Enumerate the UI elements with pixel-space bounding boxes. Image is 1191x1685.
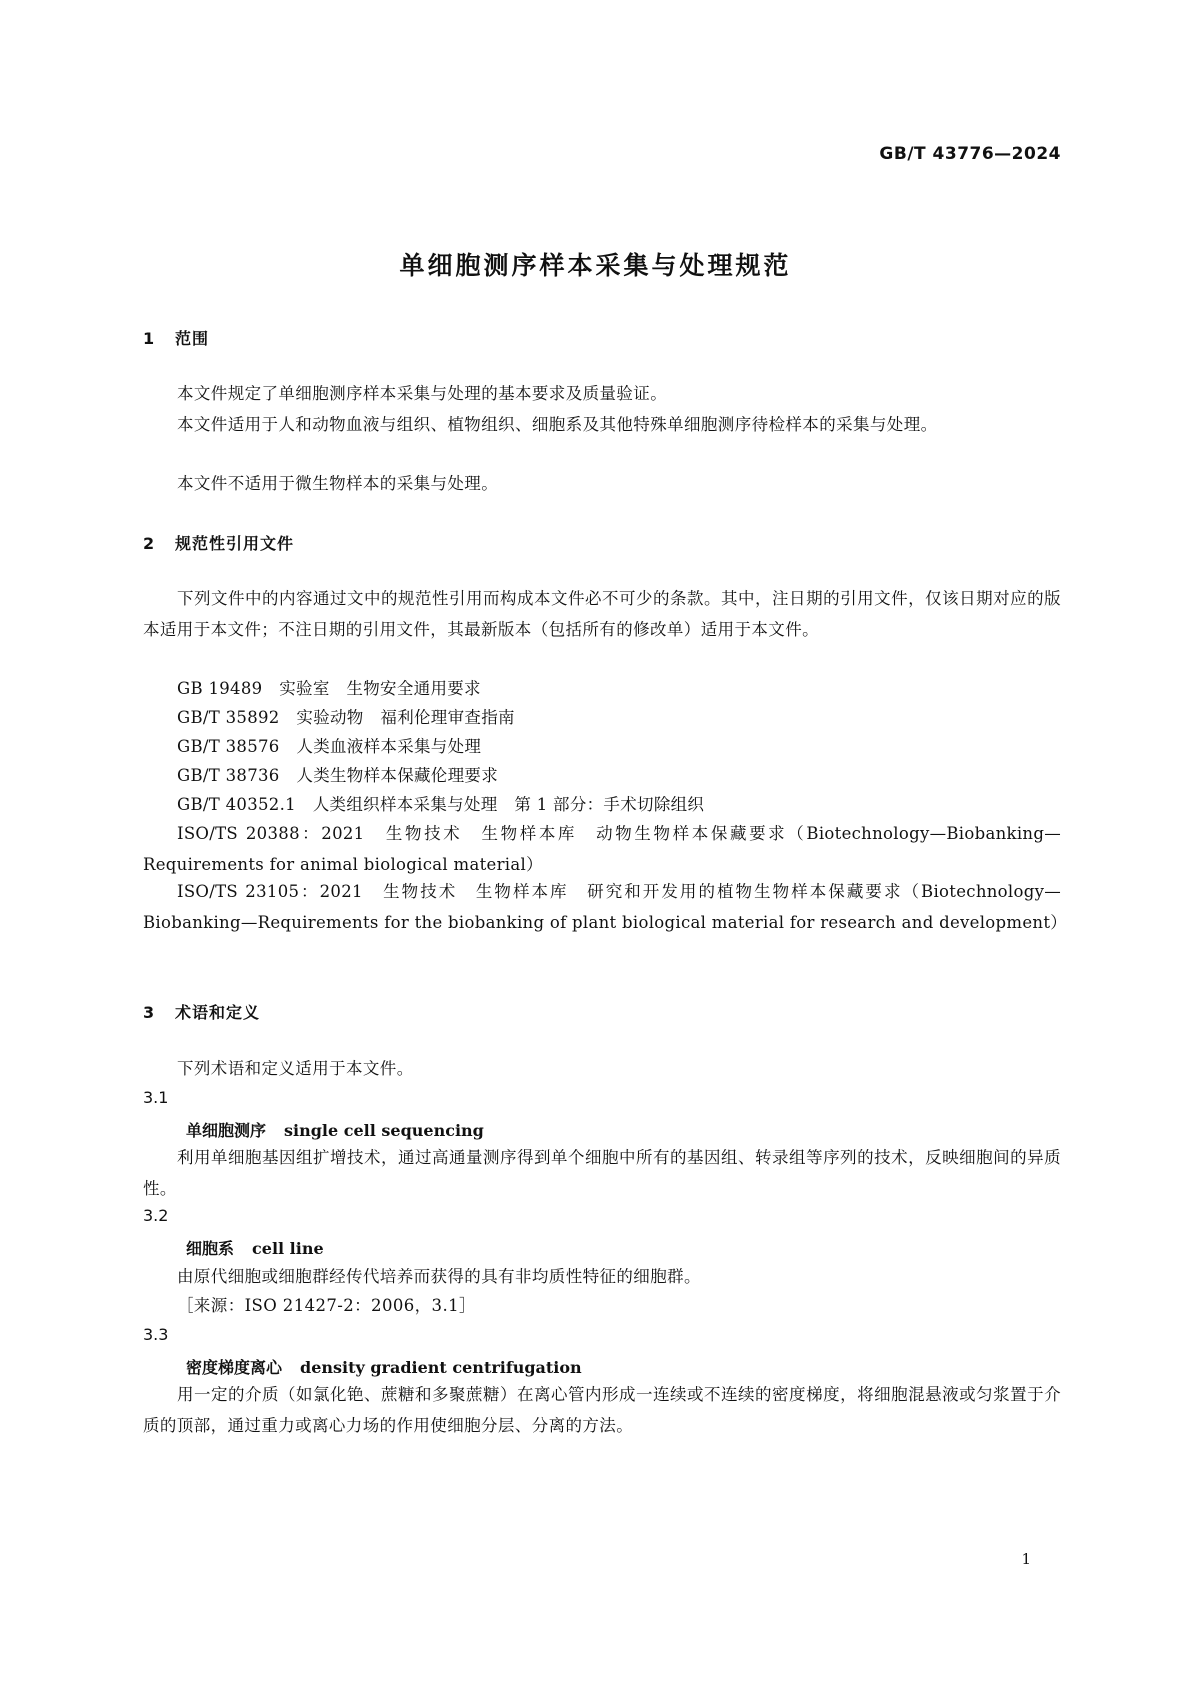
term-name-en: single cell sequencing (284, 1121, 484, 1140)
reference-item: ISO/TS 23105：2021 生物技术 生物样本库 研究和开发用的植物生物样本保藏要求（Biotechnology—Biobanking—Requirements for the biobanking of plant biological material for research and development） (143, 882, 1068, 932)
section-heading-normative (143, 531, 294, 554)
term-number: 3.2 (143, 1206, 169, 1225)
terms-intro: 下列术语和定义适用于本文件。 (177, 1059, 414, 1078)
reference-item: GB/T 38736 人类生物样本保藏伦理要求 (177, 766, 499, 785)
scope-paragraph-1: 本文件规定了单细胞测序样本采集与处理的基本要求及质量验证。 (177, 384, 668, 403)
section-title: 规范性引用文件 (175, 534, 295, 553)
term-name (186, 1236, 324, 1259)
standard-number: GB/T 43776—2024 (879, 144, 1061, 164)
term-name-zh: 密度梯度离心 (186, 1358, 283, 1377)
document-title: 单细胞测序样本采集与处理规范 (399, 251, 792, 280)
section-title: 范围 (175, 329, 210, 348)
section-title: 术语和定义 (175, 1003, 261, 1022)
reference-item: GB/T 40352.1 人类组织样本采集与处理 第 1 部分：手术切除组织 (177, 795, 705, 814)
normative-intro: 下列文件中的内容通过文中的规范性引用而构成本文件必不可少的条款。其中，注日期的引用文件，仅该日期对应的版本适用于本文件；不注日期的引用文件，其最新版本（包括所有的修改单）适用于本文件。 (143, 589, 1061, 639)
page-number: 1 (1021, 1550, 1031, 1568)
term-name (186, 1355, 582, 1378)
reference-item: ISO/TS 20388：2021 生物技术 生物样本库 动物生物样本保藏要求（Biotechnology—Biobanking—Requirements for animal biological material） (143, 824, 1061, 874)
term-definition: 由原代细胞或细胞群经传代培养而获得的具有非均质性特征的细胞群。 (177, 1267, 701, 1286)
section-heading-scope (143, 326, 209, 349)
term-name (186, 1118, 484, 1141)
section-number: 3 (143, 1003, 156, 1022)
section-number: 2 (143, 534, 156, 553)
term-name-zh: 细胞系 (186, 1239, 235, 1258)
scope-paragraph-3: 本文件不适用于微生物样本的采集与处理。 (177, 474, 499, 493)
reference-item: GB/T 38576 人类血液样本采集与处理 (177, 737, 482, 756)
term-name-en: cell line (252, 1239, 324, 1258)
term-number: 3.3 (143, 1325, 169, 1344)
section-number: 1 (143, 329, 156, 348)
reference-item: GB 19489 实验室 生物安全通用要求 (177, 679, 481, 698)
term-source: ［来源：ISO 21427-2：2006，3.1］ (177, 1296, 476, 1315)
term-name-en: density gradient centrifugation (300, 1358, 582, 1377)
term-definition: 用一定的介质（如氯化铯、蔗糖和多聚蔗糖）在离心管内形成一连续或不连续的密度梯度，将细胞混悬液或匀浆置于介质的顶部，通过重力或离心力场的作用使细胞分层、分离的方法。 (143, 1385, 1061, 1435)
term-name-zh: 单细胞测序 (186, 1121, 267, 1140)
term-number: 3.1 (143, 1088, 169, 1107)
term-definition: 利用单细胞基因组扩增技术，通过高通量测序得到单个细胞中所有的基因组、转录组等序列的技术，反映细胞间的异质性。 (143, 1148, 1061, 1198)
scope-paragraph-2: 本文件适用于人和动物血液与组织、植物组织、细胞系及其他特殊单细胞测序待检样本的采集与处理。 (177, 415, 938, 434)
reference-item: GB/T 35892 实验动物 福利伦理审查指南 (177, 708, 515, 727)
section-heading-terms (143, 1000, 260, 1023)
